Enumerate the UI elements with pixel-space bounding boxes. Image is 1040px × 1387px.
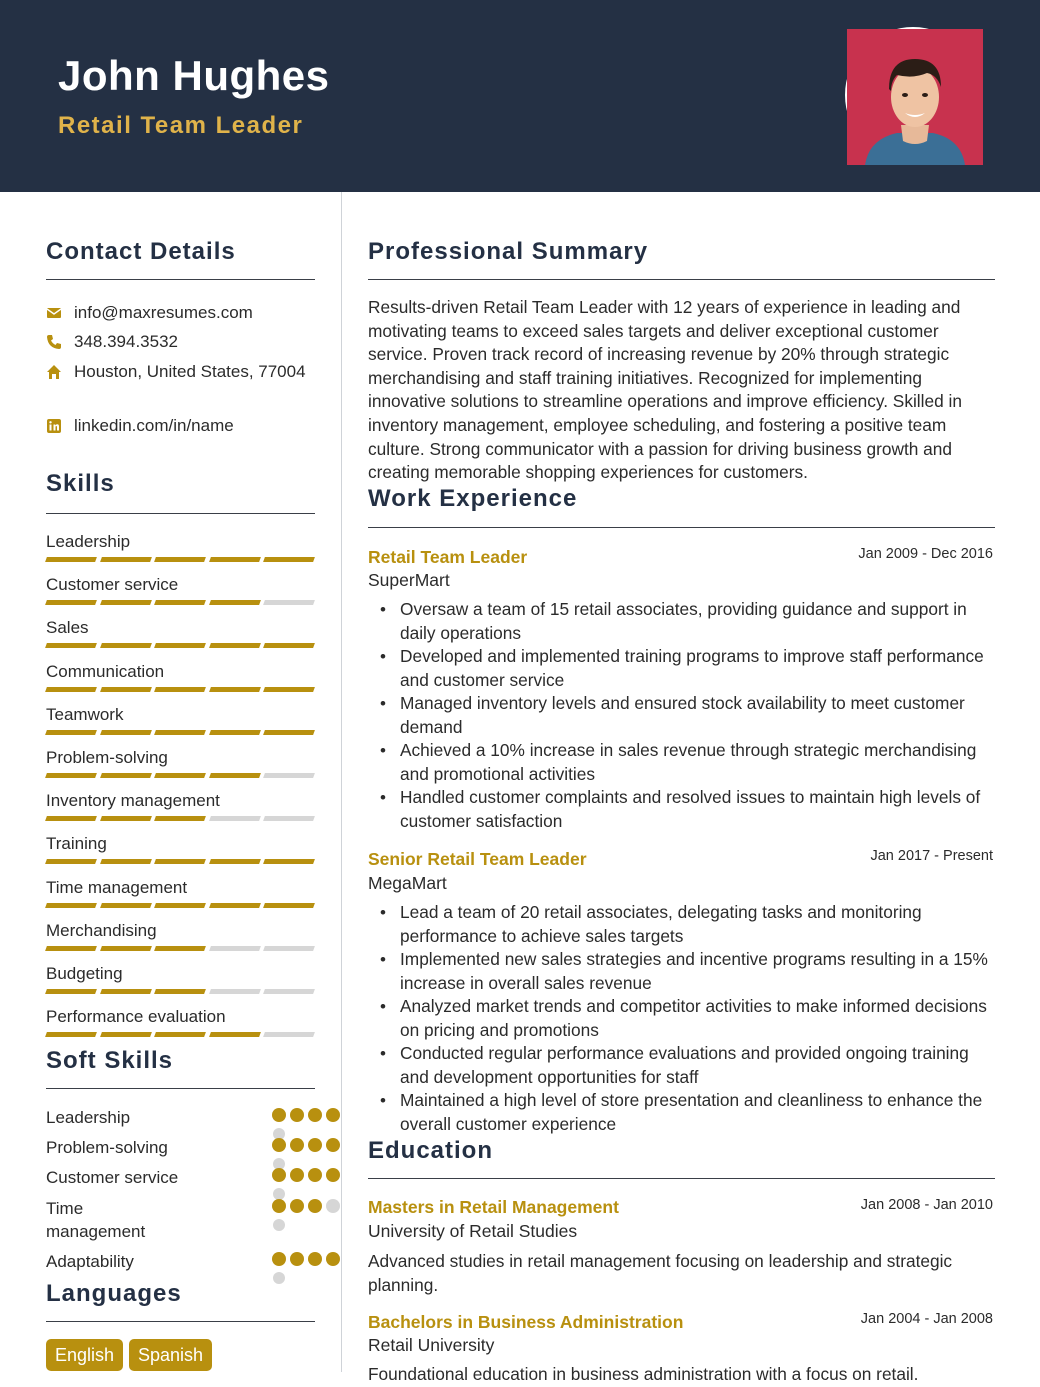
skill-level-segment xyxy=(45,903,97,908)
skill-level-segment xyxy=(45,989,97,994)
experience-title: Work Experience xyxy=(368,485,578,512)
skill-level-segment xyxy=(100,816,152,821)
skill-level-segment xyxy=(154,730,206,735)
list-item: • Maintained a high level of store presentation and cleanliness to enhance the overall customer experience xyxy=(368,1089,998,1136)
skill-level-segment xyxy=(45,773,97,778)
job-bullets xyxy=(368,901,998,1136)
column-divider xyxy=(341,192,342,1372)
skill-label: Time management xyxy=(46,877,188,897)
candidate-role: Retail Team Leader xyxy=(58,112,304,139)
rating-dot xyxy=(308,1252,322,1266)
skill-level-segment xyxy=(263,600,315,605)
rating-dot xyxy=(273,1272,285,1284)
rating-dot xyxy=(272,1138,286,1152)
skill-level-bar xyxy=(46,557,314,562)
skill-row xyxy=(46,746,314,770)
skill-level-segment xyxy=(263,859,315,864)
experience-rule xyxy=(368,527,995,528)
skill-level-segment xyxy=(100,989,152,994)
skill-row xyxy=(46,616,314,640)
rating-dot xyxy=(308,1108,322,1122)
profile-photo xyxy=(845,27,981,163)
skill-level-segment xyxy=(45,946,97,951)
skill-label: Customer service xyxy=(46,575,179,595)
skill-level-segment xyxy=(263,1032,315,1037)
person-portrait-icon xyxy=(847,29,983,165)
skill-row xyxy=(46,530,314,554)
skill-label: Problem-solving xyxy=(46,748,168,767)
rating-dot xyxy=(308,1199,322,1213)
skill-level-segment xyxy=(45,1032,97,1037)
address-text: Houston, United States, 77004 xyxy=(74,362,306,381)
degree-title: Masters in Retail Management xyxy=(368,1197,619,1217)
skill-level-segment xyxy=(45,687,97,692)
skill-row xyxy=(46,703,314,727)
soft-skill-label: Customer service xyxy=(46,1168,179,1187)
skill-row xyxy=(46,789,314,813)
skill-row xyxy=(46,832,314,856)
job-company: MegaMart xyxy=(368,873,447,893)
education-title: Education xyxy=(368,1137,494,1164)
skill-level-segment xyxy=(154,816,206,821)
summary-text: Results-driven Retail Team Leader with 12 years of experience in leading and motivating teams to exceed sales targets and deliver exceptional customer service. Proven track record of increasing revenue by 20% through strategic merchandising and staff training initiatives. Recognized for implementing innovative solutions to streamline operations and improve efficiency. Skilled in inventory management, employee scheduling, and fostering a positive team culture. Strong communicator with a passion for driving business growth and creating memorable shopping experiences for customers. xyxy=(368,297,962,483)
skill-level-segment xyxy=(263,730,315,735)
phone-text[interactable]: 348.394.3532 xyxy=(74,332,178,351)
job-bullets xyxy=(368,598,998,833)
skill-row xyxy=(46,1005,314,1029)
summary-rule xyxy=(368,279,995,280)
soft-skills-rule xyxy=(46,1088,315,1089)
skill-level-segment xyxy=(154,1032,206,1037)
soft-skill-rating xyxy=(272,1108,352,1122)
skill-level-segment xyxy=(100,557,152,562)
linkedin-text[interactable]: linkedin.com/in/name xyxy=(74,416,234,435)
rating-dot xyxy=(290,1168,304,1182)
skill-level-segment xyxy=(209,989,261,994)
soft-skill-label: Problem-solving xyxy=(46,1138,168,1157)
skill-level-bar xyxy=(46,816,314,821)
skill-level-segment xyxy=(100,903,152,908)
skill-label: Performance evaluation xyxy=(46,1007,226,1027)
list-item: • Handled customer complaints and resolved issues to maintain high levels of customer satisfaction xyxy=(368,786,998,833)
skill-level-segment xyxy=(209,557,261,562)
soft-skill-label: Adaptability xyxy=(46,1252,134,1271)
skill-level-segment xyxy=(154,557,206,562)
resume-header xyxy=(0,0,1040,192)
skill-level-segment xyxy=(209,687,261,692)
rating-dot xyxy=(273,1219,285,1231)
email-text[interactable]: info@maxresumes.com xyxy=(74,303,253,322)
soft-skill-label: Time management xyxy=(46,1199,146,1241)
list-item: • Achieved a 10% increase in sales revenue through strategic merchandising and promotional activities xyxy=(368,739,998,786)
skills-title: Skills xyxy=(46,470,115,497)
skill-level-bar xyxy=(46,903,314,908)
rating-dot xyxy=(326,1252,340,1266)
skill-level-bar xyxy=(46,946,314,951)
summary-title: Professional Summary xyxy=(368,238,649,265)
rating-dot xyxy=(272,1168,286,1182)
skill-level-segment xyxy=(209,946,261,951)
rating-dot xyxy=(308,1138,322,1152)
soft-skill-label: Leadership xyxy=(46,1108,131,1127)
skill-row xyxy=(46,660,314,684)
soft-skill-rating xyxy=(272,1199,352,1213)
skill-label: Training xyxy=(46,834,107,854)
rating-dot xyxy=(290,1199,304,1213)
language-badge: English xyxy=(46,1339,123,1371)
list-item: • Managed inventory levels and ensured stock availability to meet customer demand xyxy=(368,692,998,739)
rating-dot xyxy=(290,1138,304,1152)
rating-dot xyxy=(326,1168,340,1182)
skill-level-segment xyxy=(154,687,206,692)
skill-level-segment xyxy=(45,643,97,648)
skill-level-segment xyxy=(100,730,152,735)
skill-level-bar xyxy=(46,859,314,864)
skill-level-segment xyxy=(209,1032,261,1037)
skill-level-segment xyxy=(100,600,152,605)
skill-level-segment xyxy=(154,600,206,605)
skill-label: Sales xyxy=(46,618,89,638)
school-name: Retail University xyxy=(368,1335,495,1355)
degree-description: Foundational education in business administration with a focus on retail. xyxy=(368,1364,919,1384)
languages-rule xyxy=(46,1321,315,1322)
degree-title: Bachelors in Business Administration xyxy=(368,1312,684,1332)
school-name: University of Retail Studies xyxy=(368,1221,578,1241)
skill-level-segment xyxy=(100,1032,152,1037)
skill-level-segment xyxy=(45,600,97,605)
rating-dot xyxy=(326,1138,340,1152)
skill-level-segment xyxy=(263,989,315,994)
skill-level-segment xyxy=(263,773,315,778)
skill-level-segment xyxy=(263,946,315,951)
job-dates: Jan 2017 - Present xyxy=(870,848,993,864)
skill-level-segment xyxy=(209,643,261,648)
skill-row xyxy=(46,962,314,986)
skill-level-segment xyxy=(209,600,261,605)
skill-level-bar xyxy=(46,730,314,735)
skill-level-segment xyxy=(263,557,315,562)
skill-level-segment xyxy=(263,903,315,908)
envelope-icon xyxy=(46,305,62,321)
rating-dot xyxy=(326,1108,340,1122)
skill-level-segment xyxy=(100,643,152,648)
skill-level-segment xyxy=(45,557,97,562)
skill-level-bar xyxy=(46,773,314,778)
rating-dot xyxy=(308,1168,322,1182)
job-company: SuperMart xyxy=(368,570,450,590)
home-icon xyxy=(46,364,62,380)
skill-level-bar xyxy=(46,989,314,994)
skill-level-segment xyxy=(100,773,152,778)
degree-dates: Jan 2004 - Jan 2008 xyxy=(860,1311,993,1327)
job-dates: Jan 2009 - Dec 2016 xyxy=(858,546,993,562)
soft-skill-rating xyxy=(272,1168,352,1182)
candidate-name: John Hughes xyxy=(58,52,330,99)
skill-level-segment xyxy=(263,687,315,692)
skill-level-segment xyxy=(45,816,97,821)
language-badge: Spanish xyxy=(129,1339,212,1371)
soft-skills-title: Soft Skills xyxy=(46,1047,174,1074)
skill-row xyxy=(46,919,314,943)
skill-level-bar xyxy=(46,687,314,692)
skill-label: Leadership xyxy=(46,532,131,551)
list-item: • Developed and implemented training programs to improve staff performance and customer service xyxy=(368,645,998,692)
linkedin-icon xyxy=(46,418,62,434)
education-rule xyxy=(368,1178,995,1179)
rating-dot xyxy=(272,1252,286,1266)
list-item: • Implemented new sales strategies and incentive programs resulting in a 15% increase in overall sales revenue xyxy=(368,948,998,995)
job-title: Senior Retail Team Leader xyxy=(368,849,587,869)
rating-dot xyxy=(326,1199,340,1213)
rating-dot xyxy=(290,1252,304,1266)
list-item: • Conducted regular performance evaluations and provided ongoing training and development opportunities for staff xyxy=(368,1042,998,1089)
skill-level-bar xyxy=(46,1032,314,1037)
skill-level-segment xyxy=(45,859,97,864)
skill-level-segment xyxy=(209,773,261,778)
skill-level-segment xyxy=(100,946,152,951)
skill-level-segment xyxy=(154,859,206,864)
skill-level-segment xyxy=(263,816,315,821)
soft-skill-rating xyxy=(272,1138,352,1152)
skill-level-segment xyxy=(209,859,261,864)
list-item: • Analyzed market trends and competitor activities to make informed decisions on pricing and promotions xyxy=(368,995,998,1042)
skill-level-segment xyxy=(209,816,261,821)
rating-dot xyxy=(290,1108,304,1122)
skill-level-segment xyxy=(154,989,206,994)
contact-rule xyxy=(46,279,315,280)
skill-row xyxy=(46,876,314,900)
rating-dot xyxy=(272,1108,286,1122)
skill-label: Inventory management xyxy=(46,791,220,811)
skill-level-bar xyxy=(46,643,314,648)
skill-level-segment xyxy=(100,687,152,692)
rating-dot xyxy=(272,1199,286,1213)
skill-label: Budgeting xyxy=(46,964,123,983)
soft-skill-rating xyxy=(272,1252,352,1266)
skill-level-segment xyxy=(100,859,152,864)
skill-level-segment xyxy=(154,643,206,648)
contact-title: Contact Details xyxy=(46,238,236,265)
skill-level-segment xyxy=(209,730,261,735)
skill-level-segment xyxy=(154,773,206,778)
skill-level-segment xyxy=(209,903,261,908)
list-item: • Lead a team of 20 retail associates, delegating tasks and monitoring performance to achieve sales targets xyxy=(368,901,998,948)
skill-level-segment xyxy=(154,946,206,951)
degree-description: Advanced studies in retail management focusing on leadership and strategic planning. xyxy=(368,1251,953,1295)
skill-level-segment xyxy=(263,643,315,648)
skills-rule xyxy=(46,513,315,514)
skill-label: Teamwork xyxy=(46,704,124,724)
languages-title: Languages xyxy=(46,1280,182,1307)
job-title: Retail Team Leader xyxy=(368,547,528,567)
degree-dates: Jan 2008 - Jan 2010 xyxy=(860,1197,993,1213)
phone-icon xyxy=(46,334,62,350)
skill-level-bar xyxy=(46,600,314,605)
skill-label: Merchandising xyxy=(46,920,157,940)
skill-row xyxy=(46,573,314,597)
skill-level-segment xyxy=(45,730,97,735)
skill-level-segment xyxy=(154,903,206,908)
skill-label: Communication xyxy=(46,661,165,681)
list-item: • Oversaw a team of 15 retail associates, providing guidance and support in daily operations xyxy=(368,598,998,645)
